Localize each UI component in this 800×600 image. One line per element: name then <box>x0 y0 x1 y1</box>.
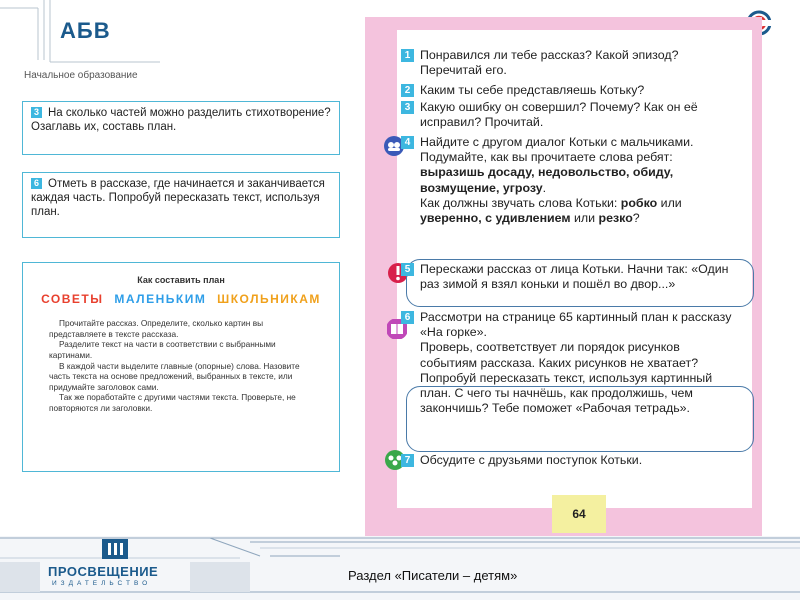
tips-banner <box>23 291 339 306</box>
task-text: Отметь в рассказе, где начинается и заканчивается каждая часть. Попробуй пересказать текст, используя план. <box>31 178 325 218</box>
tips-paragraphs <box>23 304 339 413</box>
question-5 <box>404 262 740 292</box>
question-6 <box>404 310 740 416</box>
question-3 <box>404 100 740 130</box>
task-box-3 <box>22 101 340 155</box>
question-text: Обсудите с друзьями поступок Котьки. <box>420 453 643 467</box>
question-text: или <box>570 211 599 226</box>
question-number: 5 <box>401 263 414 276</box>
question-text: Найдите с другом диалог Котьки с мальчиками. <box>420 135 694 149</box>
question-7 <box>404 453 740 468</box>
brand-logo: АБВ <box>60 18 111 43</box>
question-text: Какую ошибку он совершил? Почему? Как он её исправил? Прочитай. <box>420 100 698 130</box>
tips-card <box>22 262 340 472</box>
question-number: 6 <box>401 311 414 324</box>
tips-paragraph: Так же поработайте с другими частями текста. Проверьте, не повторяются ли заголовки. <box>49 392 296 413</box>
question-number: 2 <box>401 84 414 97</box>
tips-title: Как составить план <box>137 275 225 285</box>
task-number-badge: 6 <box>31 178 42 189</box>
banner-word: ШКОЛЬНИКАМ <box>217 291 321 306</box>
header-subtitle: Начальное образование <box>24 70 138 81</box>
question-text: Проверь, соответствует ли порядок рисунков событиям рассказа. Каких рисунков не хватает? <box>420 340 699 370</box>
question-text: или <box>657 195 682 210</box>
tips-paragraph: Разделите текст на части в соответствии с выбранными картинами. <box>49 339 276 360</box>
task-text: На сколько частей можно разделить стихотворение? Озаглавь их, составь план. <box>31 107 331 133</box>
question-text: Как должны звучать слова Котьки: <box>420 195 621 210</box>
page-number: 64 <box>552 495 606 533</box>
question-text: Перескажи рассказ от лица Котьки. Начни так: «Один раз зимой я взял коньки и пошёл во двор...» <box>420 262 729 292</box>
question-emphasis: резко <box>598 211 633 226</box>
question-emphasis: робко <box>620 195 658 210</box>
question-number: 1 <box>401 49 414 62</box>
question-text: . <box>542 180 547 195</box>
question-text: Каким ты себе представляешь Котьку? <box>420 83 645 97</box>
publisher-name: ПРОСВЕЩЕНИЕ <box>48 564 159 579</box>
question-emphasis: уверенно, с удивлением <box>420 211 571 226</box>
question-1 <box>404 48 740 78</box>
publisher-subtitle: ИЗДАТЕЛЬСТВО <box>52 580 152 587</box>
banner-word: МАЛЕНЬКИМ <box>114 291 207 306</box>
question-2 <box>404 83 740 98</box>
question-text: ? <box>632 211 640 226</box>
section-title: Раздел «Писатели – детям» <box>348 568 518 583</box>
tips-paragraph: В каждой части выделите главные (опорные) слова. Назовите часть текста на основе предложений, выбранных в тексте, или придумайте заголовок сами. <box>49 360 300 392</box>
publisher-emblem-icon <box>100 537 130 561</box>
tips-paragraph: Прочитайте рассказ. Определите, сколько картин вы представляете в тексте рассказа. <box>49 318 264 339</box>
question-number: 4 <box>401 136 414 149</box>
task-box-6 <box>22 172 340 238</box>
question-emphasis: выразишь досаду, недовольство, обиду, возмущение, угрозу <box>420 165 674 195</box>
question-number: 7 <box>401 454 414 467</box>
question-number: 3 <box>401 101 414 114</box>
question-text: Попробуй пересказать текст, используя картинный план. С чего ты начнёшь, как продолжишь, чем закончишь? Тебе поможет «Рабочая тетрадь». <box>420 370 713 416</box>
banner-word: СОВЕТЫ <box>41 291 104 306</box>
question-text: Подумайте, как вы прочитаете слова ребят: <box>420 150 673 165</box>
task-number-badge: 3 <box>31 107 42 118</box>
question-text: Понравился ли тебе рассказ? Какой эпизод? Перечитай его. <box>420 48 679 78</box>
question-text: Рассмотри на странице 65 картинный план к рассказу «На горке». <box>420 310 732 340</box>
question-4 <box>404 135 740 226</box>
